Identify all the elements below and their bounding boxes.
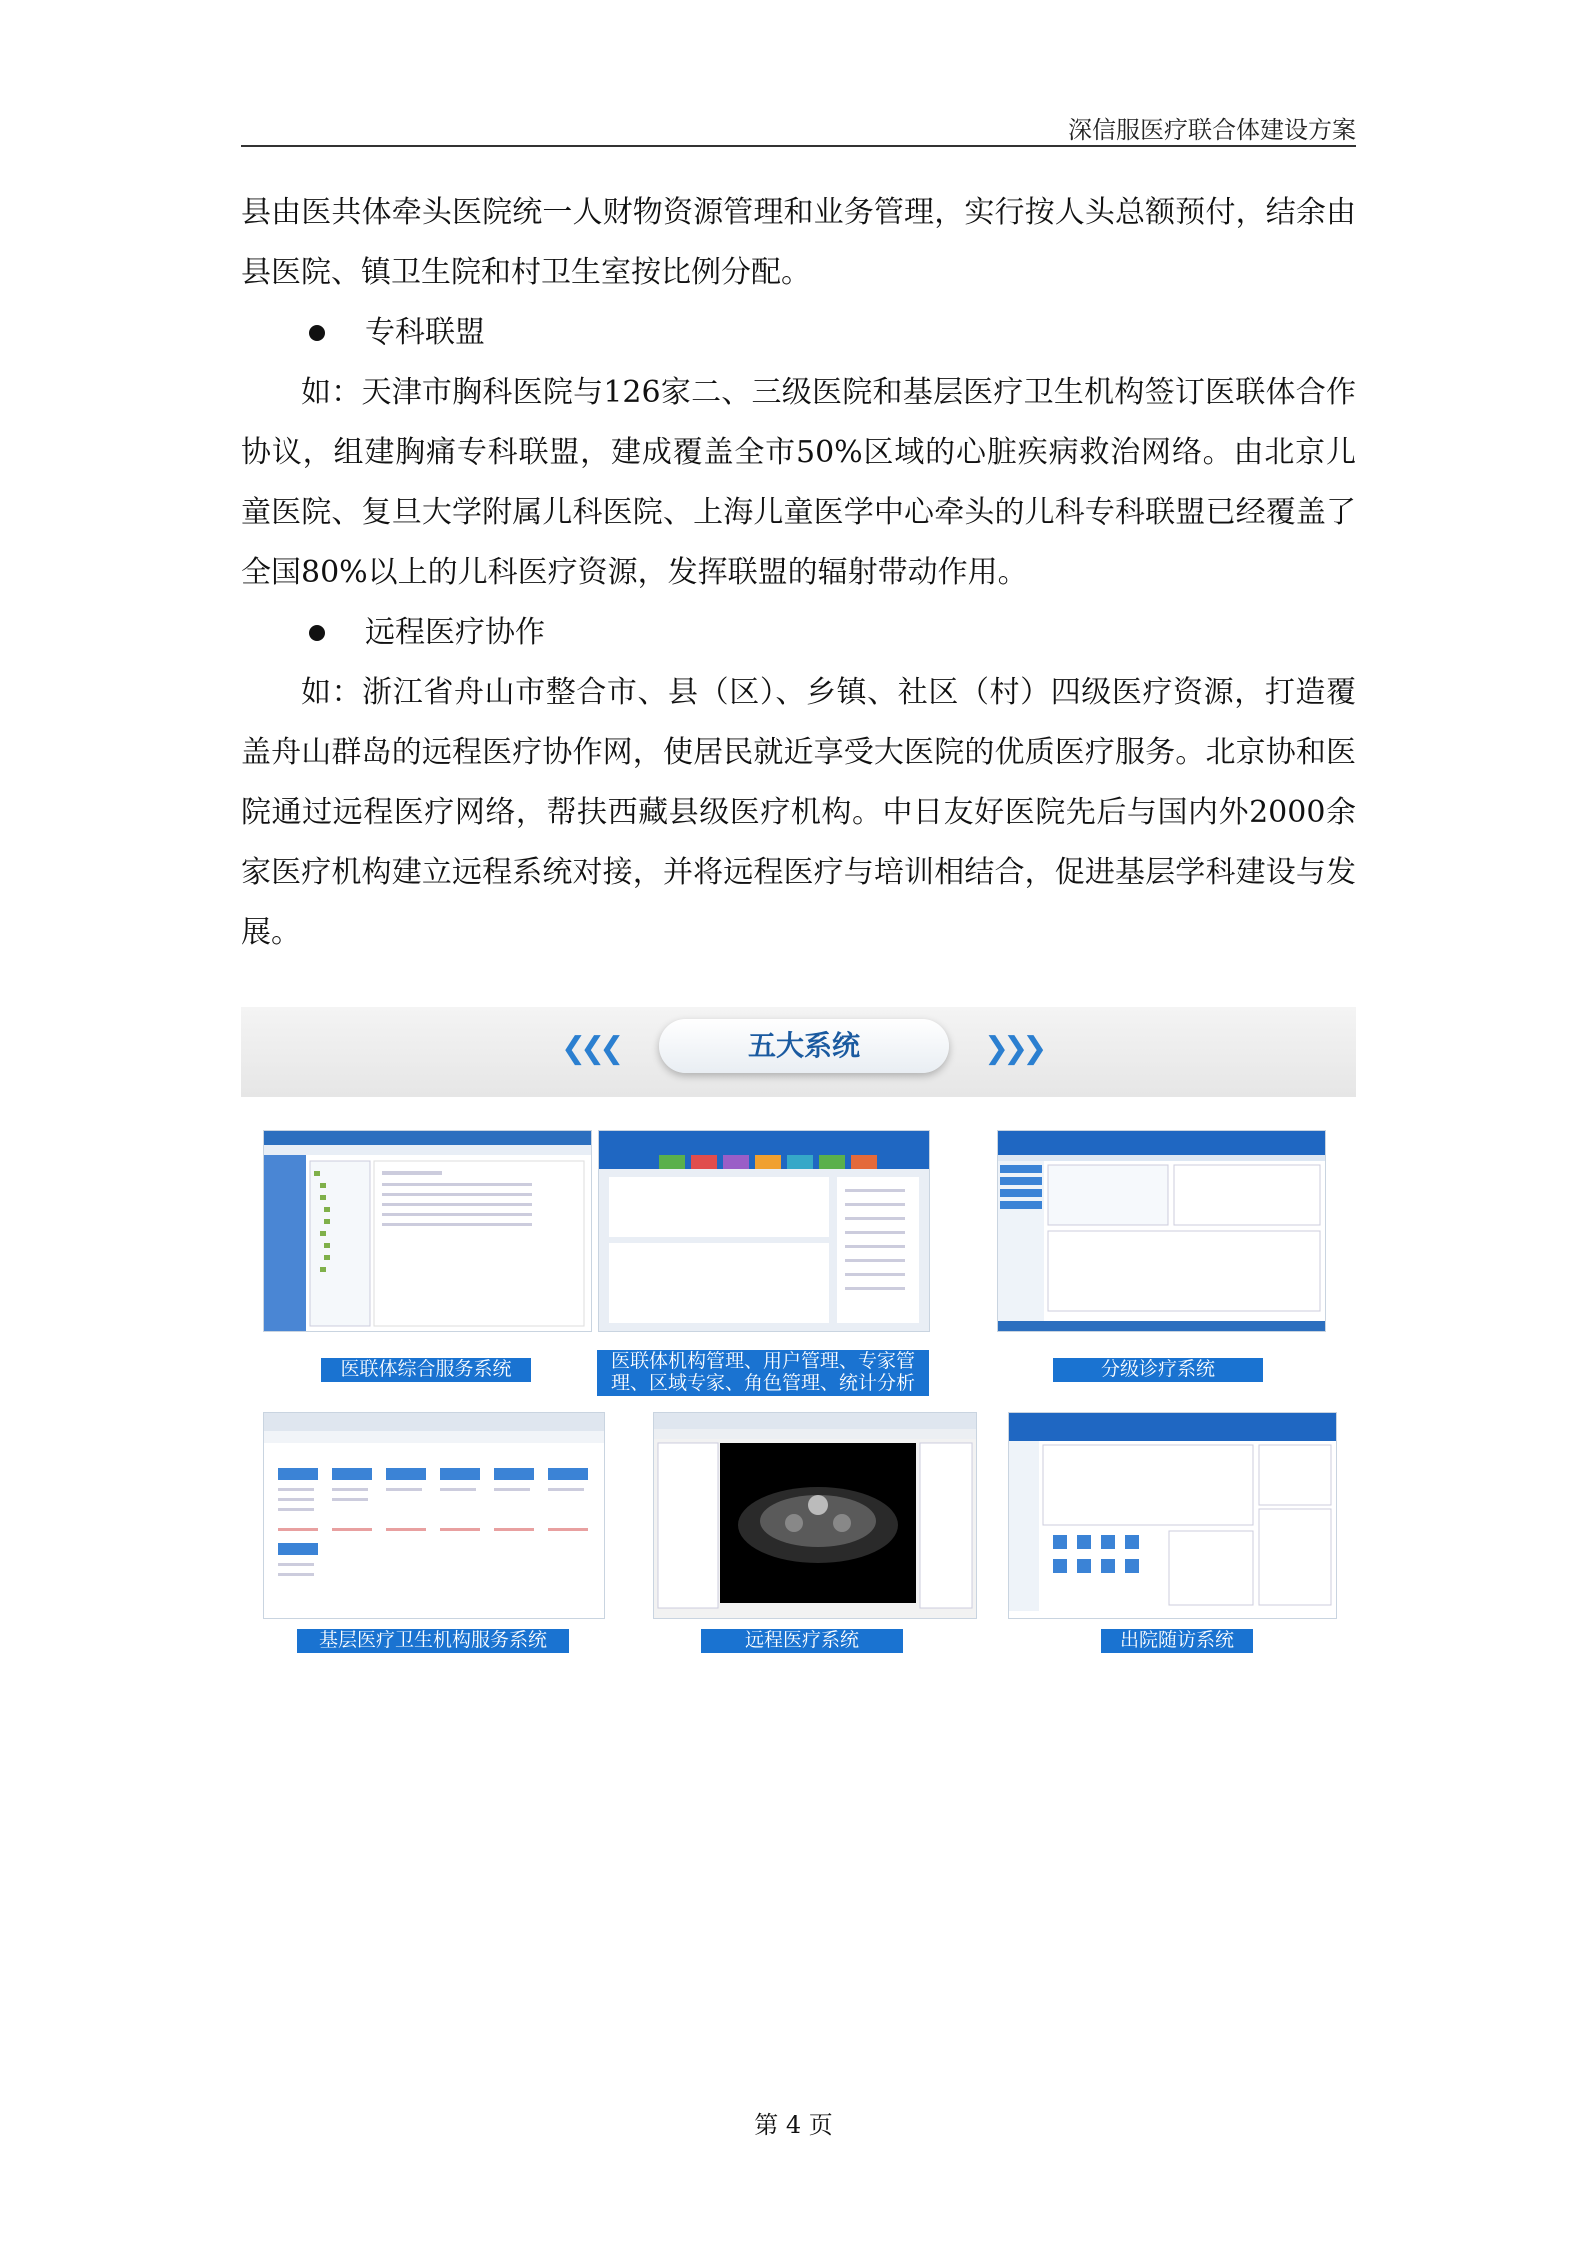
- bullet-item: [241, 603, 1356, 663]
- caption-system: 远程医疗系统: [701, 1629, 903, 1653]
- chevron-left-icon: ❮❮❮: [561, 1031, 619, 1066]
- screenshot-thumbnail: [598, 1130, 930, 1332]
- bullet-icon: [309, 325, 325, 341]
- header-divider: [241, 145, 1356, 147]
- screenshot-thumbnail: [997, 1130, 1326, 1332]
- document-body: [241, 183, 1356, 963]
- bullet-icon: [309, 625, 325, 641]
- screenshot-thumbnail: [1008, 1412, 1337, 1619]
- page-number: 第 4 页: [754, 2111, 833, 2139]
- banner-title: 五大系统: [659, 1019, 949, 1073]
- screenshot-thumbnail: [263, 1412, 605, 1619]
- bullet-item: [241, 303, 1356, 363]
- bullet-label: 远程医疗协作: [365, 615, 545, 650]
- paragraph: 如：浙江省舟山市整合市、县（区）、乡镇、社区（村）四级医疗资源，打造覆盖舟山群岛的远程医疗协作网，使居民就近享受大医院的优质医疗服务。北京协和医院通过远程医疗网络，帮扶西藏县级医疗机构。中日友好医院先后与国内外2000余家医疗机构建立远程系统对接，并将远程医疗与培训相结合，促进基层学科建设与发展。: [241, 675, 1356, 950]
- bullet-label: 专科联盟: [365, 315, 485, 350]
- caption-system: 医联体机构管理、用户管理、专家管理、区域专家、角色管理、统计分析: [597, 1350, 929, 1396]
- paragraph: 县由医共体牵头医院统一人财物资源管理和业务管理，实行按人头总额预付，结余由县医院、镇卫生院和村卫生室按比例分配。: [241, 195, 1356, 290]
- caption-system: 出院随访系统: [1101, 1629, 1253, 1653]
- five-systems-figure: [241, 1007, 1356, 1667]
- caption-system: 分级诊疗系统: [1053, 1358, 1263, 1382]
- caption-system: 医联体综合服务系统: [321, 1358, 531, 1382]
- chevron-right-icon: ❯❯❯: [984, 1031, 1042, 1066]
- caption-system: 基层医疗卫生机构服务系统: [297, 1629, 569, 1653]
- screenshot-thumbnail: [653, 1412, 977, 1619]
- paragraph: 如：天津市胸科医院与126家二、三级医院和基层医疗卫生机构签订医联体合作协议，组建胸痛专科联盟，建成覆盖全市50%区域的心脏疾病救治网络。由北京儿童医院、复旦大学附属儿科医院、上海儿童医学中心牵头的儿科专科联盟已经覆盖了全国80%以上的儿科医疗资源，发挥联盟的辐射带动作用。: [241, 375, 1356, 590]
- page-header: 深信服医疗联合体建设方案: [1068, 116, 1356, 144]
- screenshot-thumbnail: [263, 1130, 592, 1332]
- figure-banner: [241, 1007, 1356, 1097]
